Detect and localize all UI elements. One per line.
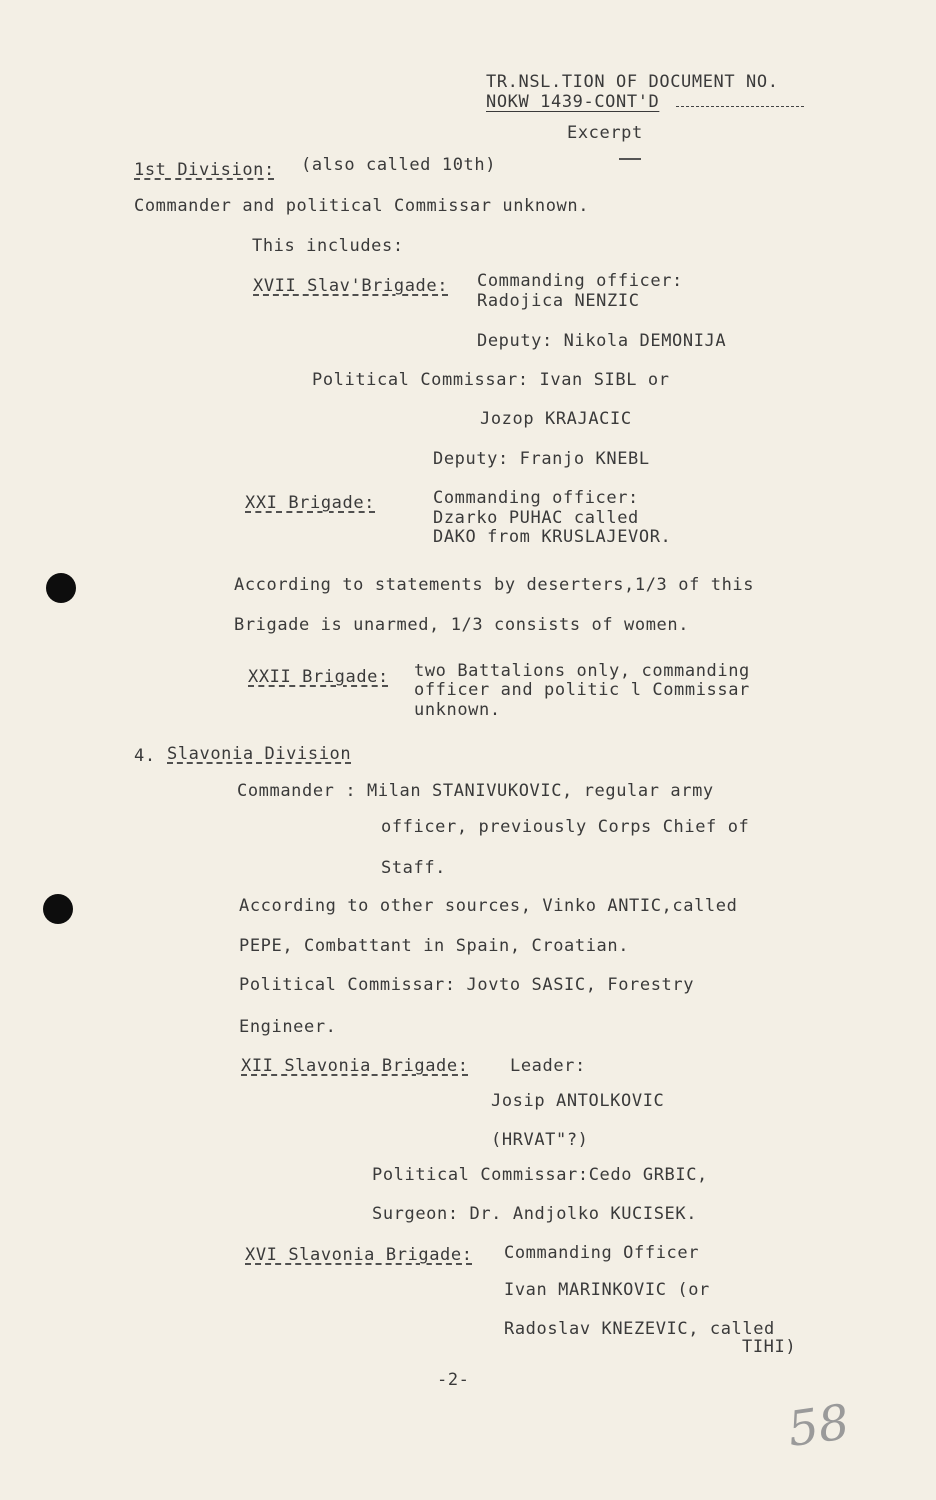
- brigade12-leader-note: (HRVAT"?): [491, 1130, 589, 1150]
- brigade22-line1: two Battalions only, commanding: [414, 661, 750, 681]
- brigade22-label: XXII Brigade:: [248, 667, 389, 687]
- brigade22-line3: unknown.: [414, 700, 501, 720]
- other-sources-line1: According to other sources, Vinko ANTIC,called: [239, 896, 738, 916]
- brigade17-pol-deputy: Deputy: Franjo KNEBL: [433, 449, 650, 469]
- brigade17-commanding: Commanding officer:: [477, 271, 683, 291]
- document-number: NOKW 1439-CONT'D: [486, 92, 660, 112]
- other-sources-line2: PEPE, Combattant in Spain, Croatian.: [239, 936, 630, 956]
- brigade17-label: XVII Slav'Brigade:: [253, 276, 449, 296]
- brigade17-deputy: Deputy: Nikola DEMONIJA: [477, 331, 727, 351]
- handwritten-annotation: 58: [784, 1394, 853, 1458]
- brigade16-label: XVI Slavonia Brigade:: [245, 1245, 473, 1265]
- political-commissar-line1: Political Commissar: Jovto SASIC, Forestry: [239, 975, 695, 995]
- brigade12-label: XII Slavonia Brigade:: [241, 1056, 469, 1076]
- brigade21-label: XXI Brigade:: [245, 493, 376, 513]
- division1-note: (also called 10th): [301, 155, 497, 175]
- brigade12-leader-name: Josip ANTOLKOVIC: [491, 1091, 665, 1111]
- includes-line: This includes:: [252, 236, 404, 256]
- brigade16-commanding: Commanding Officer: [504, 1243, 700, 1263]
- political-commissar-line2: Engineer.: [239, 1017, 337, 1037]
- division4-commander-line3: Staff.: [381, 858, 447, 878]
- deserters-line1: According to statements by deserters,1/3 of this: [234, 575, 755, 595]
- division4-heading: Slavonia Division: [167, 744, 352, 764]
- punch-hole: [46, 573, 76, 603]
- translation-title: TR.NSL.TION OF DOCUMENT NO.: [486, 72, 779, 92]
- division1-command-line: Commander and political Commissar unknown.: [134, 196, 590, 216]
- brigade22-line2: officer and politic l Commissar: [414, 680, 750, 700]
- brigade17-political-commissar-alt: Jozop KRAJACIC: [480, 409, 632, 429]
- brigade17-political-commissar: Political Commissar: Ivan SIBL or: [312, 370, 670, 390]
- brigade12-leader-label: Leader:: [510, 1056, 586, 1076]
- ink-mark: [619, 158, 641, 160]
- brigade16-line3: TIHI): [742, 1337, 797, 1357]
- brigade12-political-commissar: Political Commissar:Cedo GRBIC,: [372, 1165, 708, 1185]
- brigade21-line3: DAKO from KRUSLAJEVOR.: [433, 527, 672, 547]
- division4-commander-line2: officer, previously Corps Chief of: [381, 817, 750, 837]
- brigade17-commander-name: Radojica NENZIC: [477, 291, 640, 311]
- page-number: -2-: [437, 1370, 470, 1390]
- excerpt-label: Excerpt: [567, 123, 643, 143]
- division4-commander-line1: Commander : Milan STANIVUKOVIC, regular army: [237, 781, 714, 801]
- brigade12-surgeon: Surgeon: Dr. Andjolko KUCISEK.: [372, 1204, 698, 1224]
- division1-heading: 1st Division:: [134, 160, 275, 180]
- brigade16-line1: Ivan MARINKOVIC (or: [504, 1280, 710, 1300]
- underline-rule: [676, 106, 804, 107]
- brigade21-line1: Commanding officer:: [433, 488, 639, 508]
- division4-number: 4.: [134, 746, 156, 766]
- brigade21-line2: Dzarko PUHAC called: [433, 508, 639, 528]
- brigade16-line2: Radoslav KNEZEVIC, called: [504, 1319, 775, 1339]
- deserters-line2: Brigade is unarmed, 1/3 consists of women.: [234, 615, 690, 635]
- punch-hole: [43, 894, 73, 924]
